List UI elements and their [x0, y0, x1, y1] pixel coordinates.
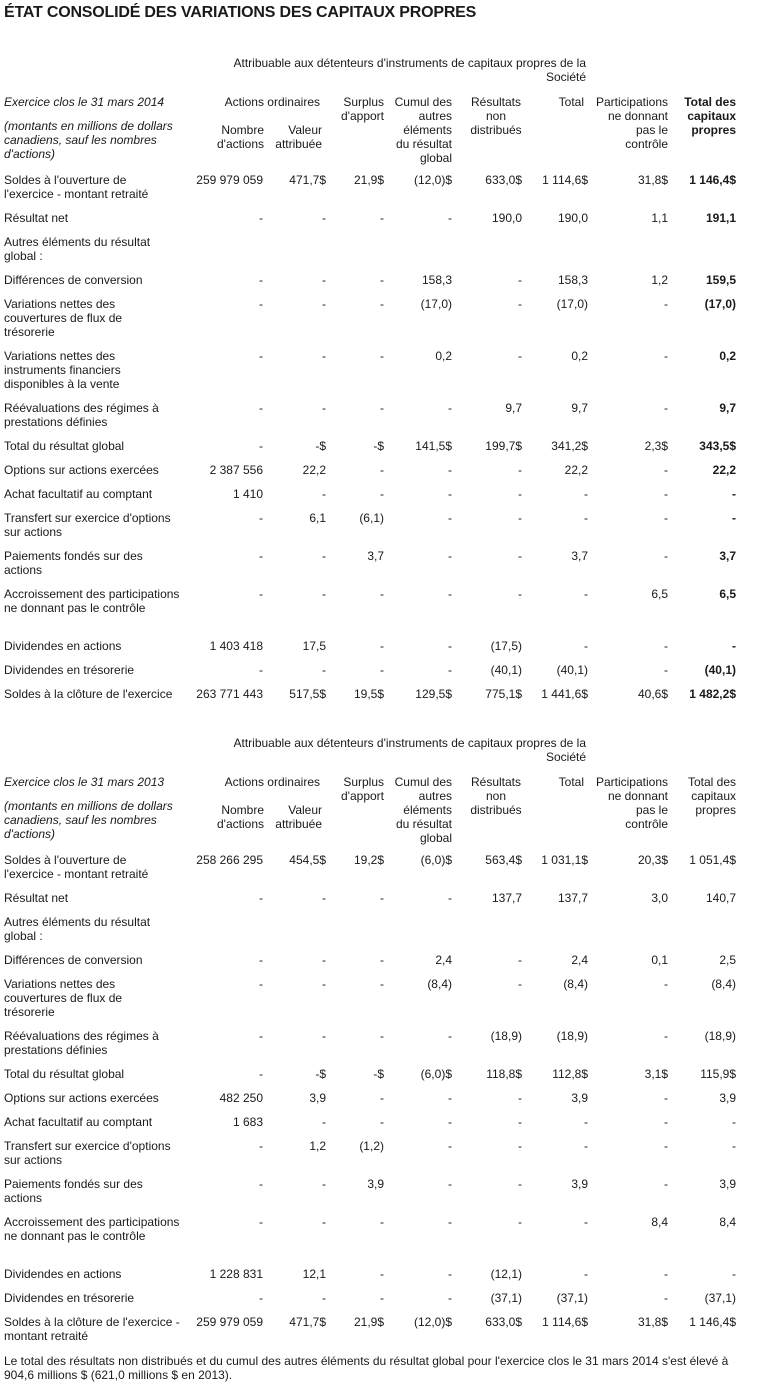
table-cell: -	[732, 639, 736, 653]
table-cell: -	[732, 487, 736, 501]
col-header-nombre-actions: Nombre d'actions	[217, 803, 264, 831]
table-cell: 3,9	[571, 1091, 588, 1105]
table-cell: -$	[373, 439, 384, 453]
table-cell: 140,7	[705, 891, 736, 905]
table-cell: -	[584, 487, 588, 501]
table-cell: 1 146,4$	[689, 1315, 736, 1329]
table-cell: 1 228 831	[209, 1267, 263, 1281]
units-label: (montants en millions de dollars canadiens, sauf les nombres d'actions)	[4, 119, 173, 161]
row-label: Autres éléments du résultat global :	[4, 235, 151, 263]
table-cell: -	[380, 977, 384, 991]
table-cell: 118,8$	[486, 1067, 522, 1081]
col-header-actions-ordinaires: Actions ordinaires	[224, 95, 320, 109]
table-cell: 1 482,2$	[689, 687, 736, 701]
table-cell: 3,7	[367, 549, 384, 563]
row-label: Dividendes en actions	[4, 639, 122, 653]
table-cell: -	[448, 211, 452, 225]
table-cell: (37,1)	[490, 1291, 522, 1305]
table-cell: -	[380, 1029, 384, 1043]
table-cell: 20,3$	[637, 853, 668, 867]
attribution-line-1: Attribuable aux détenteurs d'instruments de capitaux propres de la	[233, 56, 586, 70]
table-cell: -	[380, 1215, 384, 1229]
table-cell: -	[380, 1115, 384, 1129]
col-header-surplus-apport: Surplus d'apport	[341, 775, 384, 803]
row-label: Soldes à la clôture de l'exercice - montant retraité	[4, 1315, 180, 1343]
table-cell: -	[584, 1267, 588, 1281]
table-cell: -$	[315, 439, 326, 453]
table-cell: -	[259, 1215, 263, 1229]
table-cell: -	[380, 349, 384, 363]
row-label: Transfert sur exercice d'options sur actions	[4, 511, 171, 539]
table-cell: 8,4	[651, 1215, 668, 1229]
table-cell: 0,1	[651, 953, 668, 967]
row-label: Options sur actions exercées	[4, 463, 159, 477]
table-cell: -	[259, 273, 263, 287]
row-label: Différences de conversion	[4, 953, 143, 967]
table-cell: -	[322, 487, 326, 501]
col-header-cumul-autres-elements: Cumul des autres éléments du résultat global	[394, 775, 452, 845]
table-cell: -	[322, 1115, 326, 1129]
table-cell: 158,3	[557, 273, 588, 287]
table-cell: -	[259, 1029, 263, 1043]
table-cell: -	[259, 1177, 263, 1191]
table-cell: -	[518, 273, 522, 287]
table-cell: -	[448, 1115, 452, 1129]
row-label: Variations nettes des couvertures de flux de trésorerie	[4, 977, 123, 1019]
table-cell: (1,2)	[359, 1139, 384, 1153]
table-cell: 3,9	[719, 1177, 736, 1191]
row-label: Options sur actions exercées	[4, 1091, 159, 1105]
table-cell: -	[322, 1177, 326, 1191]
col-header-participations: Participations ne donnant pas le contrôle	[595, 775, 668, 831]
table-cell: -	[664, 639, 668, 653]
table-cell: 9,7	[505, 401, 522, 415]
table-cell: -	[584, 587, 588, 601]
table-cell: -	[518, 511, 522, 525]
table-cell: 454,5$	[289, 853, 326, 867]
table-cell: -	[664, 349, 668, 363]
table-cell: -	[380, 1267, 384, 1281]
page-title: ÉTAT CONSOLIDÉ DES VARIATIONS DES CAPITAUX PROPRES	[4, 4, 477, 21]
table-cell: 40,6$	[637, 687, 668, 701]
table-cell: 112,8$	[552, 1067, 588, 1081]
table-cell: -	[322, 891, 326, 905]
table-cell: 633,0$	[485, 1315, 522, 1329]
table-cell: -	[380, 663, 384, 677]
table-cell: -	[322, 587, 326, 601]
row-label: Paiements fondés sur des actions	[4, 549, 143, 577]
table-cell: 9,7	[719, 401, 736, 415]
table-cell: 3,7	[571, 549, 588, 563]
table-cell: -	[584, 1139, 588, 1153]
table-cell: (37,1)	[556, 1291, 588, 1305]
col-header-total-capitaux-propres: Total des capitaux propres	[684, 95, 736, 137]
table-cell: -	[448, 663, 452, 677]
table-cell: -$	[373, 1067, 384, 1081]
table-cell: (40,1)	[704, 663, 736, 677]
table-cell: -	[732, 1115, 736, 1129]
table-cell: (6,1)	[359, 511, 384, 525]
units-label: (montants en millions de dollars canadiens, sauf les nombres d'actions)	[4, 799, 173, 841]
table-cell: 2,4	[571, 953, 588, 967]
table-cell: -	[448, 1267, 452, 1281]
footnote: Le total des résultats non distribués et du cumul des autres éléments du résultat global pour l'exercice clos le 31 mars 2014 s'est élevé à 904,6 millions $ (621,0 millions $ en 2013).	[4, 1354, 729, 1382]
row-label: Total du résultat global	[4, 439, 125, 453]
table-cell: 137,7	[557, 891, 588, 905]
table-cell: -	[518, 349, 522, 363]
table-cell: 343,5$	[699, 439, 736, 453]
table-cell: (6,0)$	[420, 1067, 452, 1081]
table-cell: -	[732, 1139, 736, 1153]
row-label: Dividendes en trésorerie	[4, 1291, 135, 1305]
table-cell: 471,7$	[289, 173, 326, 187]
table-cell: 31,8$	[637, 1315, 668, 1329]
col-header-resultats-non-distribues: Résultats non distribués	[470, 95, 522, 137]
table-cell: -	[259, 349, 263, 363]
table-cell: -	[448, 487, 452, 501]
table-cell: -	[518, 463, 522, 477]
table-cell: 17,5	[302, 639, 326, 653]
row-label: Réévaluations des régimes à prestations définies	[4, 1029, 159, 1057]
table-cell: 6,5	[651, 587, 668, 601]
table-cell: 22,2	[712, 463, 736, 477]
table-cell: -	[380, 487, 384, 501]
table-cell: -	[448, 549, 452, 563]
table-cell: 21,9$	[353, 173, 384, 187]
table-cell: -	[664, 297, 668, 311]
table-cell: 259 979 059	[196, 173, 263, 187]
table-cell: 259 979 059	[196, 1315, 263, 1329]
table-cell: -	[322, 953, 326, 967]
table-cell: 1 683	[232, 1115, 263, 1129]
table-cell: -	[259, 953, 263, 967]
table-cell: 3,9	[309, 1091, 326, 1105]
row-label: Achat facultatif au comptant	[4, 487, 153, 501]
table-cell: -	[448, 891, 452, 905]
table-cell: (6,0)$	[420, 853, 452, 867]
table-cell: -	[259, 297, 263, 311]
table-cell: 6,5	[719, 587, 736, 601]
table-cell: -	[259, 1291, 263, 1305]
table-cell: -	[380, 639, 384, 653]
table-cell: -	[518, 977, 522, 991]
table-cell: -	[322, 1291, 326, 1305]
table-cell: -	[448, 1215, 452, 1229]
table-cell: -	[664, 1091, 668, 1105]
table-cell: (18,9)	[556, 1029, 588, 1043]
row-label: Accroissement des participations ne donnant pas le contrôle	[4, 587, 180, 615]
attribution-line-2: Société	[545, 70, 586, 84]
table-cell: -	[518, 953, 522, 967]
table-cell: -	[448, 587, 452, 601]
table-cell: (17,0)	[556, 297, 588, 311]
table-cell: 1 403 418	[209, 639, 263, 653]
col-header-nombre-actions: Nombre d'actions	[217, 123, 264, 151]
table-cell: 1 114,6$	[542, 1315, 588, 1329]
table-cell: -	[664, 977, 668, 991]
table-cell: -	[518, 297, 522, 311]
col-header-total-capitaux-propres: Total des capitaux propres	[687, 775, 736, 817]
table-cell: 3,1$	[644, 1067, 668, 1081]
row-label: Paiements fondés sur des actions	[4, 1177, 143, 1205]
table-cell: -	[322, 401, 326, 415]
table-cell: -	[664, 401, 668, 415]
table-cell: 1 146,4$	[689, 173, 736, 187]
table-cell: 159,5	[705, 273, 736, 287]
fiscal-year-label: Exercice clos le 31 mars 2014	[4, 95, 165, 109]
table-cell: 1 114,6$	[542, 173, 588, 187]
table-cell: -	[259, 1067, 263, 1081]
row-label: Total du résultat global	[4, 1067, 125, 1081]
table-cell: -	[322, 977, 326, 991]
col-header-resultats-non-distribues: Résultats non distribués	[470, 775, 522, 817]
table-cell: -	[259, 211, 263, 225]
table-cell: 1 031,1$	[541, 853, 588, 867]
table-cell: 190,0	[491, 211, 522, 225]
row-label: Variations nettes des couvertures de flux de trésorerie	[4, 297, 123, 339]
col-header-cumul-autres-elements: Cumul des autres éléments du résultat global	[394, 95, 452, 165]
table-cell: -$	[315, 1067, 326, 1081]
table-cell: -	[518, 1177, 522, 1191]
table-cell: -	[448, 401, 452, 415]
table-cell: -	[664, 1115, 668, 1129]
table-cell: -	[664, 1267, 668, 1281]
table-cell: (18,9)	[704, 1029, 736, 1043]
table-cell: -	[664, 463, 668, 477]
row-label: Réévaluations des régimes à prestations définies	[4, 401, 159, 429]
row-label: Transfert sur exercice d'options sur actions	[4, 1139, 171, 1167]
table-cell: (40,1)	[556, 663, 588, 677]
row-label: Soldes à l'ouverture de l'exercice - montant retraité	[4, 853, 149, 881]
attribution-note	[214, 56, 586, 84]
col-header-participations: Participations ne donnant pas le contrôle	[595, 95, 668, 151]
col-header-total: Total	[558, 95, 584, 109]
table-cell: -	[518, 587, 522, 601]
table-cell: (40,1)	[490, 663, 522, 677]
table-cell: -	[518, 487, 522, 501]
table-cell: 9,7	[571, 401, 588, 415]
table-cell: 3,9	[367, 1177, 384, 1191]
table-cell: (8,4)	[427, 977, 452, 991]
row-label: Différences de conversion	[4, 273, 143, 287]
table-cell: -	[322, 211, 326, 225]
table-cell: -	[664, 487, 668, 501]
table-cell: 141,5$	[415, 439, 452, 453]
table-cell: 129,5$	[415, 687, 452, 701]
fiscal-year-label: Exercice clos le 31 mars 2013	[4, 775, 165, 789]
table-cell: -	[448, 511, 452, 525]
row-label: Variations nettes des instruments financiers disponibles à la vente	[4, 349, 121, 391]
table-cell: -	[322, 349, 326, 363]
table-cell: 3,0	[651, 891, 668, 905]
row-label: Résultat net	[4, 211, 69, 225]
table-cell: -	[380, 1291, 384, 1305]
table-cell: 3,9	[719, 1091, 736, 1105]
table-cell: 517,5$	[289, 687, 326, 701]
table-cell: -	[448, 463, 452, 477]
row-label: Dividendes en actions	[4, 1267, 122, 1281]
table-cell: 12,1	[302, 1267, 326, 1281]
table-cell: -	[448, 1139, 452, 1153]
table-cell: 263 771 443	[196, 687, 263, 701]
table-cell: 341,2$	[551, 439, 588, 453]
table-cell: -	[664, 1291, 668, 1305]
table-cell: -	[380, 1091, 384, 1105]
col-header-valeur-attribuee: Valeur attribuée	[275, 803, 322, 831]
table-cell: 1,1	[651, 211, 668, 225]
table-cell: -	[448, 1291, 452, 1305]
table-cell: -	[380, 587, 384, 601]
table-cell: -	[322, 273, 326, 287]
table-cell: 19,2$	[353, 853, 384, 867]
table-cell: 158,3	[421, 273, 452, 287]
attribution-line-2: Société	[545, 750, 586, 764]
table-cell: -	[380, 891, 384, 905]
table-cell: (12,0)$	[413, 173, 452, 187]
table-cell: 775,1$	[485, 687, 522, 701]
row-label: Autres éléments du résultat global :	[4, 915, 151, 943]
table-cell: 2,4	[435, 953, 452, 967]
table-cell: 258 266 295	[196, 853, 263, 867]
col-header-total: Total	[558, 775, 584, 789]
row-label: Accroissement des participations ne donnant pas le contrôle	[4, 1215, 180, 1243]
table-cell: (37,1)	[704, 1291, 736, 1305]
table-cell: 0,2	[571, 349, 588, 363]
table-cell: 3,7	[719, 549, 736, 563]
table-cell: 3,9	[571, 1177, 588, 1191]
table-cell: -	[380, 211, 384, 225]
table-cell: 190,0	[557, 211, 588, 225]
table-cell: 1 410	[232, 487, 263, 501]
table-cell: (17,5)	[490, 639, 522, 653]
table-cell: -	[732, 1267, 736, 1281]
table-cell: -	[448, 1091, 452, 1105]
table-cell: -	[259, 401, 263, 415]
table-cell: 19,5$	[353, 687, 384, 701]
table-cell: 0,2	[435, 349, 452, 363]
table-cell: -	[380, 463, 384, 477]
table-cell: -	[664, 1029, 668, 1043]
table-cell: -	[322, 1029, 326, 1043]
table-cell: -	[259, 1139, 263, 1153]
table-cell: -	[584, 511, 588, 525]
row-label: Achat facultatif au comptant	[4, 1115, 153, 1129]
col-header-actions-ordinaires: Actions ordinaires	[224, 775, 320, 789]
table-cell: 21,9$	[353, 1315, 384, 1329]
table-cell: 633,0$	[485, 173, 522, 187]
table-cell: (8,4)	[711, 977, 736, 991]
table-cell: (17,0)	[704, 297, 736, 311]
table-cell: 563,4$	[485, 853, 522, 867]
col-header-surplus-apport: Surplus d'apport	[341, 95, 384, 123]
table-cell: -	[259, 549, 263, 563]
table-cell: -	[448, 1177, 452, 1191]
table-cell: -	[322, 297, 326, 311]
table-cell: -	[259, 511, 263, 525]
row-label: Soldes à la clôture de l'exercice	[4, 687, 173, 701]
table-cell: 115,9$	[700, 1067, 736, 1081]
table-cell: (8,4)	[563, 977, 588, 991]
table-cell: 6,1	[309, 511, 326, 525]
table-cell: 2 387 556	[209, 463, 263, 477]
table-cell: -	[732, 511, 736, 525]
table-cell: 0,2	[719, 349, 736, 363]
table-cell: (18,9)	[490, 1029, 522, 1043]
table-cell: -	[259, 891, 263, 905]
table-cell: -	[448, 639, 452, 653]
table-cell: 31,8$	[637, 173, 668, 187]
table-cell: -	[322, 549, 326, 563]
table-cell: 1 441,6$	[541, 687, 588, 701]
table-cell: -	[448, 1029, 452, 1043]
table-cell: -	[259, 587, 263, 601]
table-cell: -	[322, 663, 326, 677]
table-cell: -	[380, 273, 384, 287]
table-cell: -	[664, 1139, 668, 1153]
table-cell: -	[664, 663, 668, 677]
table-cell: 2,5	[719, 953, 736, 967]
row-label: Soldes à l'ouverture de l'exercice - montant retraité	[4, 173, 149, 201]
table-cell: -	[664, 511, 668, 525]
table-cell: 22,2	[302, 463, 326, 477]
table-cell: 199,7$	[485, 439, 522, 453]
table-cell: 1 051,4$	[689, 853, 736, 867]
table-cell: 482 250	[219, 1091, 263, 1105]
table-cell: -	[518, 1091, 522, 1105]
table-cell: -	[259, 663, 263, 677]
table-cell: -	[259, 439, 263, 453]
table-cell: -	[664, 1177, 668, 1191]
col-header-valeur-attribuee: Valeur attribuée	[275, 123, 322, 151]
table-cell: -	[584, 1215, 588, 1229]
table-cell: 22,2	[564, 463, 588, 477]
table-cell: -	[380, 297, 384, 311]
row-label: Résultat net	[4, 891, 69, 905]
table-cell: -	[518, 1215, 522, 1229]
table-cell: 1,2	[309, 1139, 326, 1153]
table-cell: (12,0)$	[413, 1315, 452, 1329]
row-label: Dividendes en trésorerie	[4, 663, 135, 677]
table-cell: 471,7$	[289, 1315, 326, 1329]
attribution-note	[214, 736, 586, 764]
table-cell: -	[380, 953, 384, 967]
table-cell: -	[584, 639, 588, 653]
table-cell: 1,2	[651, 273, 668, 287]
table-cell: -	[518, 1139, 522, 1153]
table-cell: -	[664, 549, 668, 563]
table-cell: -	[259, 977, 263, 991]
table-cell: 2,3$	[644, 439, 668, 453]
table-cell: -	[584, 1115, 588, 1129]
table-cell: 8,4	[719, 1215, 736, 1229]
attribution-line-1: Attribuable aux détenteurs d'instruments de capitaux propres de la	[233, 736, 586, 750]
table-cell: -	[322, 1215, 326, 1229]
table-cell: -	[380, 401, 384, 415]
table-cell: -	[518, 549, 522, 563]
table-cell: (17,0)	[420, 297, 452, 311]
table-cell: -	[518, 1115, 522, 1129]
table-cell: 137,7	[491, 891, 522, 905]
table-cell: (12,1)	[490, 1267, 522, 1281]
table-cell: 191,1	[705, 211, 736, 225]
